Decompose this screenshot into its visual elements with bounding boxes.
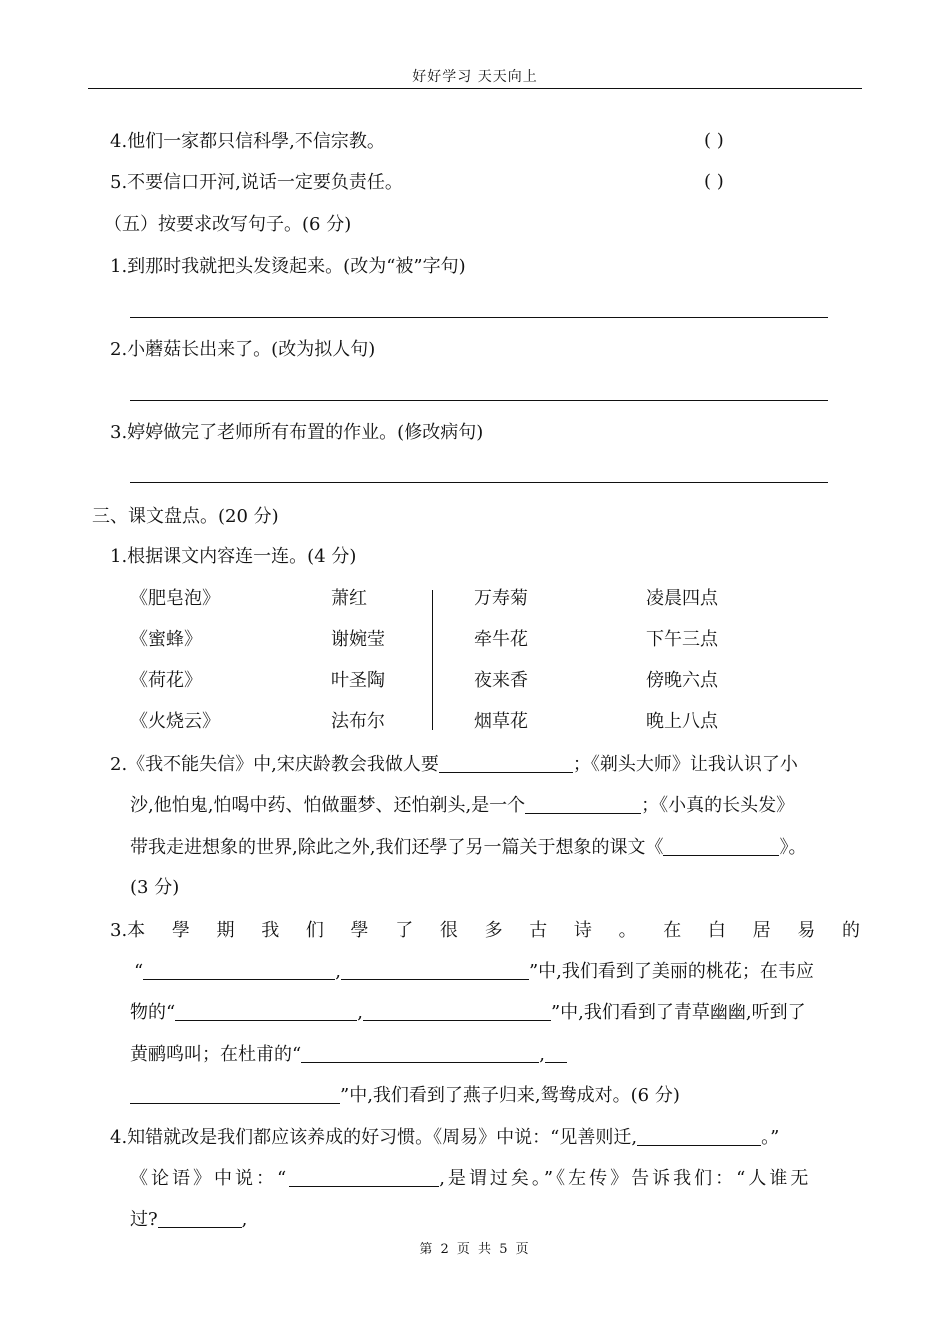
fill-q3-blank6-cont[interactable]: [130, 1085, 340, 1104]
fill-q3-line3: 物的“ , ”中,我们看到了青草幽幽,听到了: [130, 1002, 806, 1023]
fill-q2-blank3[interactable]: [663, 837, 779, 856]
section5-title: （五）按要求改写句子。(6 分): [104, 214, 352, 235]
rewrite-q3: 3.婷婷做完了老师所有布置的作业。(修改病句): [110, 422, 484, 443]
fill-q3-line5: ”中,我们看到了燕子归来,鸳鸯成对。(6 分): [130, 1084, 680, 1108]
match-col4-item: 下午三点: [646, 629, 718, 650]
match-col1-item: 《肥皂泡》: [130, 588, 220, 609]
match-q1-title: 1.根据课文内容连一连。(4 分): [110, 546, 357, 567]
fill-q4-blank1[interactable]: [637, 1127, 761, 1146]
fill-q3-line1: 3.本 學 期 我 们 學 了 很 多 古 诗 。 在 白 居 易 的: [110, 920, 860, 941]
part3-title: 三、课文盘点。(20 分): [92, 506, 279, 527]
fill-q2-line3: 带我走进想象的世界,除此之外,我们还學了另一篇关于想象的课文《 》。: [130, 837, 807, 858]
header-rule: [88, 88, 862, 89]
match-col4-item: 晚上八点: [646, 711, 718, 732]
rewrite-q3-answer-line[interactable]: [130, 482, 828, 483]
rewrite-q1-answer-line[interactable]: [130, 317, 828, 318]
rewrite-q2-answer-line[interactable]: [130, 400, 828, 401]
match-col1-item: 《火烧云》: [130, 711, 220, 732]
fill-q2-line2: 沙,他怕鬼,怕喝中药、怕做噩梦、还怕剃头,是一个 ；《小真的长头发》: [130, 795, 795, 816]
match-divider: [432, 590, 433, 730]
rewrite-q2: 2.小蘑菇长出来了。(改为拟人句): [110, 339, 376, 360]
fill-q3-blank6[interactable]: [545, 1044, 567, 1063]
fill-q2-blank2[interactable]: [525, 795, 641, 814]
fill-q4-line1: 4.知错就改是我们都应该养成的好习惯。《周易》中说：“见善则迁, 。”: [110, 1127, 780, 1148]
fill-q4-line2: 《论语》中说：“ ,是谓过矣。”《左传》告诉我们：“人谁无: [130, 1168, 812, 1189]
match-col4-item: 凌晨四点: [646, 588, 718, 609]
match-col3-item: 夜来香: [474, 670, 528, 691]
match-col1-item: 《蜜蜂》: [130, 629, 202, 650]
match-col3-item: 万寿菊: [474, 588, 528, 609]
fill-q3-blank2[interactable]: [341, 961, 529, 980]
judge-q5-answer-paren[interactable]: ( ): [704, 171, 724, 192]
fill-q3-blank3[interactable]: [175, 1002, 357, 1021]
fill-q2-blank1[interactable]: [439, 754, 573, 773]
page-footer: 第 2 页 共 5 页: [419, 1242, 531, 1257]
fill-q4-blank3[interactable]: [158, 1209, 242, 1228]
match-col2-item: 法布尔: [331, 711, 385, 732]
match-col2-item: 萧红: [331, 588, 367, 609]
match-col2-item: 谢婉莹: [331, 629, 385, 650]
fill-q2-line1: 2.《我不能失信》中,宋庆龄教会我做人要 ；《剃头大师》让我认识了小: [110, 754, 798, 775]
match-col1-item: 《荷花》: [130, 670, 202, 691]
judge-q4: 4.他们一家都只信科學,不信宗教。: [110, 131, 385, 152]
judge-q5: 5.不要信口开河,说话一定要负责任。: [110, 172, 403, 193]
fill-q3-blank4[interactable]: [363, 1002, 551, 1021]
match-col3-item: 牵牛花: [474, 629, 528, 650]
match-col3-item: 烟草花: [474, 711, 528, 732]
match-col4-item: 傍晚六点: [646, 670, 718, 691]
fill-q2-score: (3 分): [130, 877, 180, 898]
rewrite-q1: 1.到那时我就把头发烫起来。(改为“被”字句): [110, 256, 466, 277]
fill-q3-line4: 黄鹂鸣叫；在杜甫的“ ,: [130, 1043, 567, 1067]
fill-q3-blank1[interactable]: [143, 961, 335, 980]
match-col2-item: 叶圣陶: [331, 670, 385, 691]
page-header: 好好学习 天天向上: [412, 69, 538, 85]
fill-q4-blank2[interactable]: [289, 1168, 439, 1187]
fill-q3-line2: “ , ”中,我们看到了美丽的桃花；在韦应: [134, 961, 814, 982]
judge-q4-answer-paren[interactable]: ( ): [704, 130, 724, 151]
fill-q3-blank5[interactable]: [301, 1044, 539, 1063]
fill-q4-line3: 过? ,: [130, 1209, 248, 1230]
